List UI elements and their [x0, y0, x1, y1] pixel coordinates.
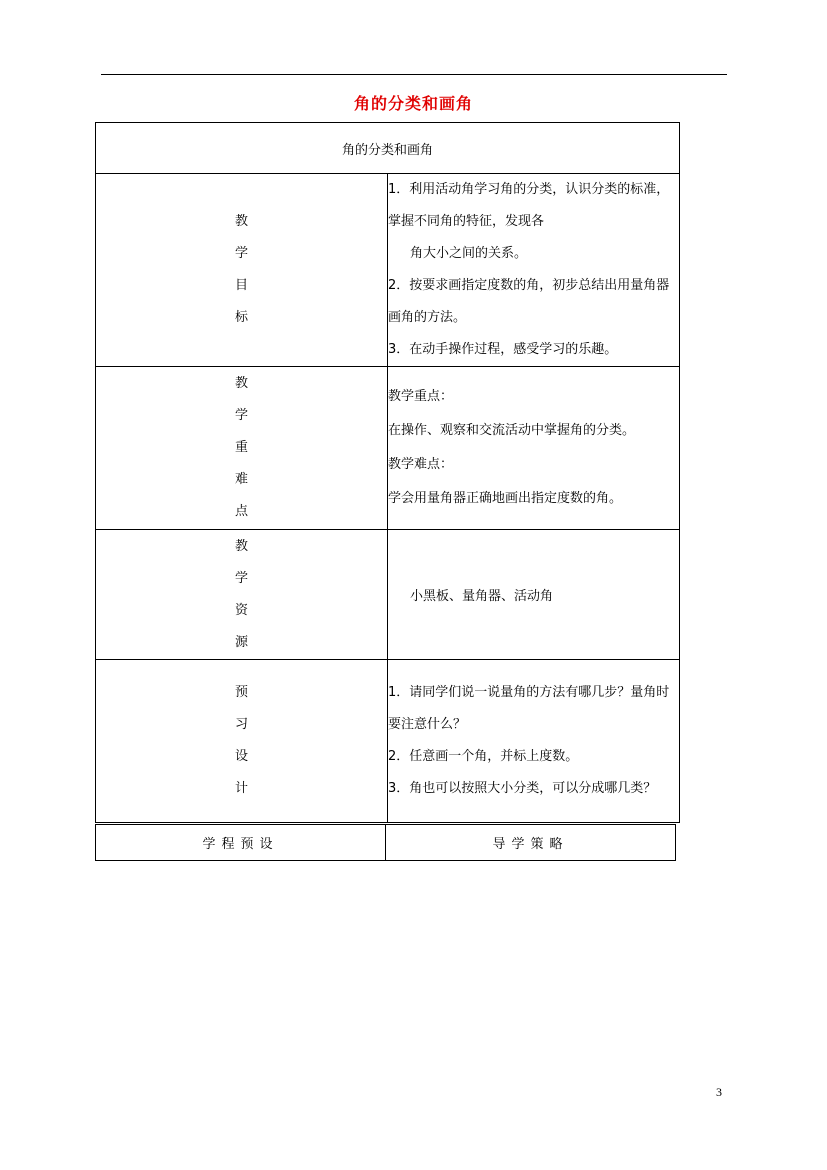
- preview-content: [388, 660, 680, 823]
- resources-label: 教 学 资 源: [96, 530, 388, 660]
- process-header-row: [96, 825, 676, 861]
- goal-line: 3．在动手操作过程，感受学习的乐趣。: [388, 342, 618, 357]
- goals-content: [388, 174, 680, 367]
- key-point-line: 教学难点：: [388, 457, 454, 472]
- preview-line: 3．角也可以按照大小分类，可以分成哪几类？: [388, 781, 657, 796]
- goals-row: [96, 174, 680, 367]
- key-point-line: 在操作、观察和交流活动中掌握角的分类。: [388, 423, 636, 438]
- header-rule: [101, 74, 727, 75]
- lesson-plan-table: [95, 122, 680, 823]
- goal-line: 1．利用活动角学习角的分类，认识分类的标准，掌握不同角的特征，发现各: [388, 182, 670, 229]
- document-title: 角的分类和画角: [353, 94, 473, 113]
- goals-label: 教 学 目 标: [96, 174, 388, 367]
- resources-row: [96, 530, 680, 660]
- goal-line: 2．按要求画指定度数的角，初步总结出用量角器画角的方法。: [388, 278, 670, 325]
- preview-row: [96, 660, 680, 823]
- process-col-strategy: 导学策略: [386, 825, 676, 861]
- key-points-label: 教 学 重 难 点: [96, 367, 388, 530]
- preview-label: 预 习 设 计: [96, 660, 388, 823]
- table-title: 角的分类和画角: [96, 123, 680, 174]
- key-points-row: [96, 367, 680, 530]
- preview-line: 2．任意画一个角，并标上度数。: [388, 749, 579, 764]
- page-number: 3: [716, 1085, 722, 1099]
- key-points-content: [388, 367, 680, 530]
- preview-line: 1．请同学们说一说量角的方法有哪几步？量角时要注意什么？: [388, 685, 670, 732]
- resources-content: 小黑板、量角器、活动角: [388, 530, 680, 660]
- goal-line: 角大小之间的关系。: [410, 246, 528, 261]
- key-point-line: 学会用量角器正确地画出指定度数的角。: [388, 491, 623, 506]
- process-col-learning: 学程预设: [96, 825, 386, 861]
- key-point-line: 教学重点：: [388, 389, 454, 404]
- process-table: [95, 824, 676, 861]
- table-title-row: [96, 123, 680, 174]
